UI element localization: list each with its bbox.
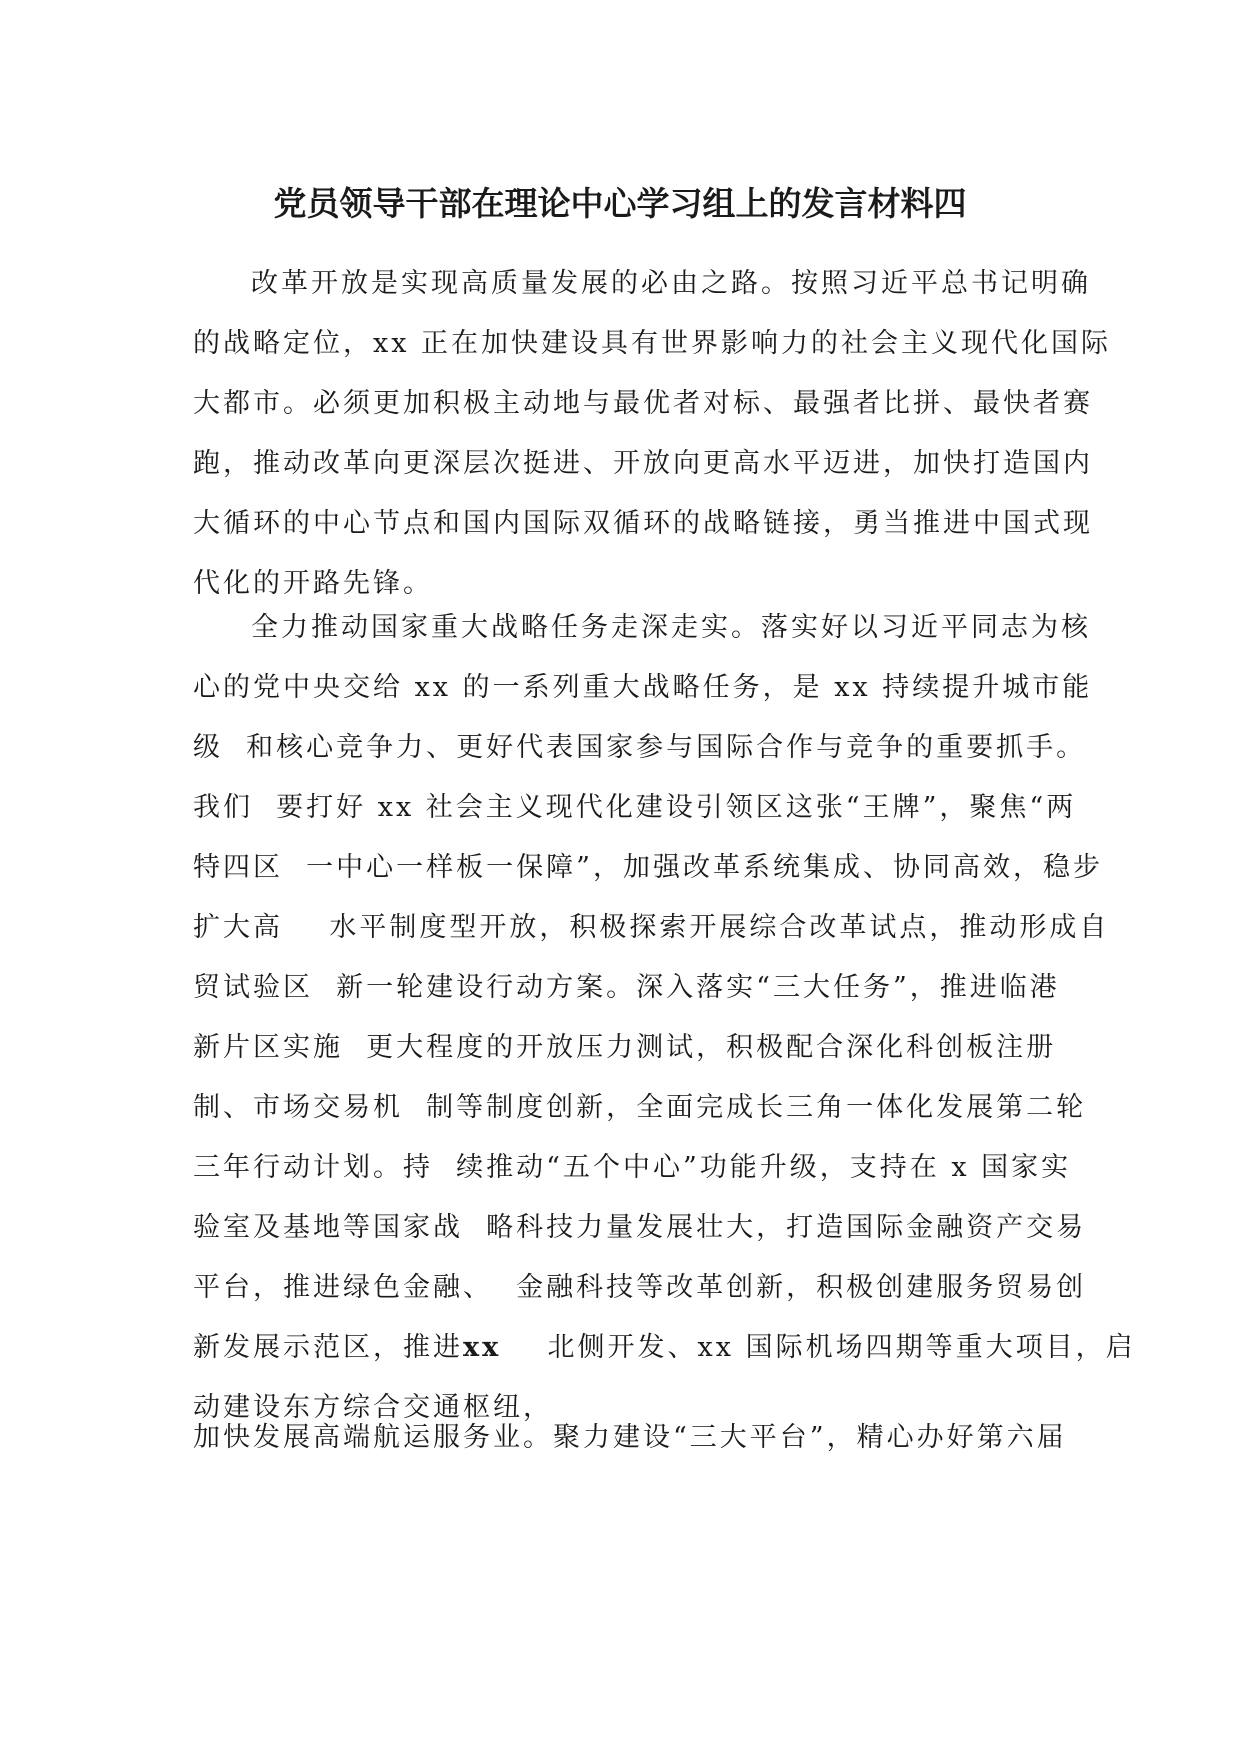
paragraph-line: 改革开放是实现高质量发展的必由之路。按照习近平总书记明确	[251, 268, 1091, 299]
paragraph-3	[193, 1408, 1073, 1468]
paragraph-line: 平台，推进绿色金融、 金融科技等改革创新，积极创建服务贸易创	[193, 1272, 1087, 1303]
paragraph-line: 的战略定位，xx 正在加快建设具有世界影响力的社会主义现代化国际	[193, 328, 1112, 359]
bold-token: xx	[463, 1332, 502, 1363]
paragraph-line: 全力推动国家重大战略任务走深走实。落实好以习近平同志为核	[251, 612, 1091, 643]
paragraph-line: 验室及基地等国家战 略科技力量发展壮大，打造国际金融资产交易	[193, 1212, 1087, 1243]
paragraph-line: 特四区 一中心一样板一保障”，加强改革系统集成、协同高效，稳步	[193, 852, 1103, 883]
paragraph-line: 新片区实施 更大程度的开放压力测试，积极配合深化科创板注册	[193, 1032, 1057, 1063]
line-segment: 新发展示范区，推进	[193, 1332, 463, 1363]
line-gap	[501, 1332, 547, 1363]
paragraph-line: 跑，推动改革向更深层次挺进、开放向更高水平迈进，加快打造国内	[193, 448, 1093, 479]
paragraph-line: 级 和核心竞争力、更好代表国家参与国际合作与竞争的重要抓手。	[193, 732, 1087, 763]
paragraph-line-mixed	[193, 1318, 1136, 1378]
line-segment: 北侧开发、xx 国际机场四期等重大项目，启	[547, 1332, 1136, 1363]
paragraph-line: 大循环的中心节点和国内国际双循环的战略链接，勇当推进中国式现	[193, 508, 1093, 539]
paragraph-2	[193, 598, 1136, 1438]
paragraph-line: 扩大高 水平制度型开放，积极探索开展综合改革试点，推动形成自	[193, 912, 1110, 943]
paragraph-line: 动建设东方综合交通枢纽，	[193, 1392, 553, 1423]
paragraph-line: 心的党中央交给 xx 的一系列重大战略任务，是 xx 持续提升城市能	[193, 672, 1093, 703]
paragraph-1	[193, 254, 1112, 614]
paragraph-line: 大都市。必须更加积极主动地与最优者对标、最强者比拼、最快者赛	[193, 388, 1093, 419]
paragraph-line: 贸试验区 新一轮建设行动方案。深入落实“三大任务”，推进临港	[193, 972, 1060, 1003]
paragraph-line: 加快发展高端航运服务业。聚力建设“三大平台”，精心办好第六届	[193, 1422, 1067, 1453]
document-title: 党员领导干部在理论中心学习组上的发言材料四	[273, 184, 967, 223]
paragraph-line: 制、市场交易机 制等制度创新，全面完成长三角一体化发展第二轮	[193, 1092, 1087, 1123]
paragraph-line: 代化的开路先锋。	[193, 568, 433, 599]
paragraph-line: 三年行动计划。持 续推动“五个中心”功能升级，支持在 x 国家实	[193, 1152, 1072, 1183]
paragraph-line: 我们 要打好 xx 社会主义现代化建设引领区这张“王牌”，聚焦“两	[193, 792, 1077, 823]
